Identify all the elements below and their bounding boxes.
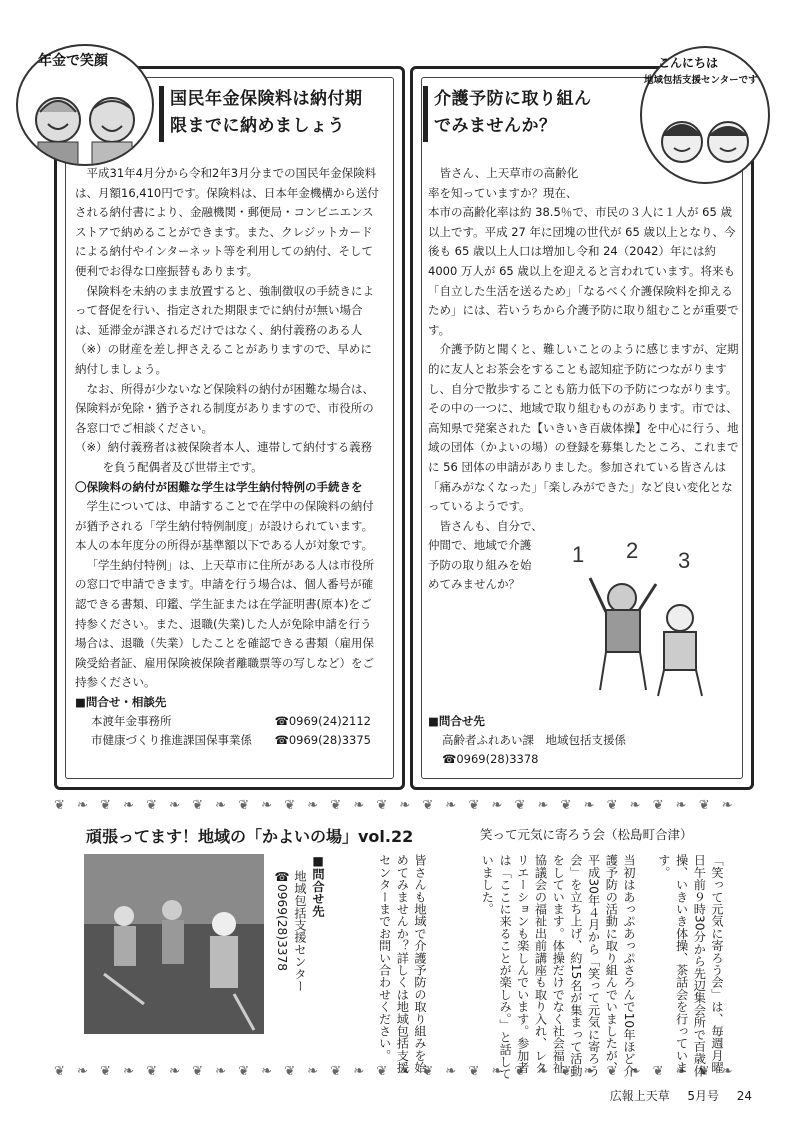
illustration-number: 3	[678, 548, 691, 573]
care-contact-heading: ■問合せ先	[428, 714, 485, 728]
pension-title-line1: 国民年金保険料は納付期	[170, 89, 363, 109]
illustration-number: 1	[572, 542, 585, 567]
exercise-group-photo	[84, 854, 264, 1034]
care-closing-line: 仲間で、地域で介護	[428, 538, 532, 553]
kayoi-column: 「笑って元気に寄ろう会」は、毎週月曜日午前９時30分から先辺集会所で百歳体操、いきいき体操、茶話会を行っています。	[656, 854, 724, 1077]
contact-name: 市健康づくり推進課国保事業係	[91, 733, 252, 748]
care-title-bar	[423, 86, 428, 142]
kayoi-column: 当初はあっぷあっぷさろんで10年ほど介護予防の活動に取り組んでいましたが、平成30年４月から「笑って元気に寄ろう会」を立ち上げ、約15名が集まって活動をしています。体操だけでなく社会福祉協議会の福祉出前講座も取り入れ、レクリエーションも楽しんでいます。参加者は「ここに来ることが楽しみ。」と話していました。	[480, 854, 636, 1080]
exercise-illustration	[560, 540, 720, 700]
pension-title-line2: 限までに納めましょう	[170, 116, 345, 136]
pension-contact-block	[75, 693, 381, 750]
decorative-vine-bottom: ❦ ❧ ❦ ❧ ❦ ❧ ❦ ❧ ❦ ❧ ❦ ❧ ❦ ❧ ❦ ❧ ❦ ❧ ❦ ❧ ❦ ❧ ❦ ❧ ❦ ❧ ❦ ❧ ❦ ❧	[54, 1064, 737, 1079]
care-paragraph: 介護予防と聞くと、難しいことのように感じますが、定期的に友人とお茶会をすることも認知症予防につながりますし、自分で散歩することも筋力低下の予防につながります。その中の一つに、地域で取り組むものがあります。市では、高知県で発案された【いきいき百歳体操】を中心に行う、地域の団体（かよいの場）の登録を募集したところ、これまでに 56 団体の申請がありました。参加されている皆さんは「痛みがなくなった」「楽しみができた」など良い変化となっているようです。	[428, 342, 739, 514]
pension-paragraph: 平成31年4月分から令和2年3月分までの国民年金保険料は、月額16,410円です。保険料は、日本年金機構から送付される納付書により、金融機関・郵便局・コンビニエンスストアで納めることができます。また、クレジットカードによる納付やインターネット等を利用しての納付、そして便利でお得な口座振替もあります。	[75, 166, 379, 278]
pension-contact-row	[75, 712, 381, 731]
kayoi-contact-heading: ■問合せ先	[311, 854, 325, 917]
care-article-title	[434, 86, 592, 140]
contact-name: 本渡年金事務所	[91, 714, 172, 729]
pension-paragraph: 保険料を未納のまま放置すると、強制徴収の手続きによって督促を行い、指定された期限までに納付が無い場合は、延滞金が課されるだけではなく、納付義務のある人（※）の財産を差し押さえることがありますので、早めに納付しましょう。	[75, 283, 374, 376]
pension-paragraph: なお、所得が少ないなど保険料の納付が困難な場合は、保険料が免除・猶予される制度がありますので、市役所の各窓口でご相談ください。	[75, 381, 374, 435]
care-contact-name: 高齢者ふれあい課 地域包括支援係	[442, 733, 626, 747]
care-paragraph: 本市の高齢化率は約 38.5％で、市民の３人に１人が 65 歳以上です。平成 27 年に団塊の世代が 65 歳以上となり、今後も 65 歳以上人口は増加し令和 24（2042）年には約 4000 万人が 65 歳以上を迎えると言われています。将来も「自立した生活を送るため」「なるべく介護保険料を抑えるため」には、若いうちから介護予防に取り組むことが重要です。	[428, 205, 739, 337]
student-paragraph: 学生については、申請することで在学中の保険料の納付が猶予される「学生納付特例制度」が設けられています。本人の本年度分の所得が基準額以下である人が対象です。	[75, 499, 374, 553]
footer-page-number: 24	[736, 1089, 752, 1103]
footer-publication: 広報上天草	[609, 1089, 670, 1103]
care-contact-tel: ☎0969(28)3378	[442, 752, 539, 766]
decorative-vine-top: ❦ ❧ ❦ ❧ ❦ ❧ ❦ ❧ ❦ ❧ ❦ ❧ ❦ ❧ ❦ ❧ ❦ ❧ ❦ ❧ ❦ ❧ ❦ ❧ ❦ ❧ ❦ ❧ ❦ ❧	[54, 798, 737, 813]
pension-contact-row	[75, 731, 381, 750]
care-title-line1: 介護予防に取り組ん	[434, 89, 592, 109]
care-badge-line1: こんにちは	[658, 56, 719, 70]
pension-article-title	[170, 86, 363, 140]
care-intro-line: 率を知っていますか？現在、	[428, 185, 578, 200]
care-contact-block	[428, 712, 728, 769]
contact-tel: ☎0969(24)2112	[274, 714, 371, 729]
pension-title-bar	[159, 86, 164, 142]
student-paragraph: 「学生納付特例」は、上天草市に住所がある人は市役所の窓口で申請できます。申請を行う場合は、個人番号が確認できる書類、印鑑、学生証または在学証明書(原本)をご持参ください。また、退職(失業)した人が免除申請を行う場合は、退職（失業）したことを確認できる書類（雇用保険受給者証、雇用保険被保険者離職票等の写しなど）をご持参ください。	[75, 557, 374, 690]
footer-issue: 5月号	[687, 1089, 720, 1103]
kayoi-contact-name: 地域包括支援センター	[293, 870, 307, 992]
pension-article-body	[75, 164, 381, 750]
kayoi-article-title: 頑張ってます！地域の「かよいの場」vol.22	[86, 827, 414, 846]
care-closing-line: 予防の取り組みを始	[428, 557, 532, 572]
pension-badge-text: 年金で笑顔	[38, 53, 108, 69]
illustration-number: 2	[626, 540, 639, 563]
pension-contact-heading: ■問合せ・相談先	[75, 695, 167, 710]
contact-tel: ☎0969(28)3375	[274, 733, 371, 748]
student-heading: 〇保険料の納付が困難な学生は学生納付特例の手続きを	[75, 479, 363, 494]
care-closing	[428, 517, 568, 595]
kayoi-photo	[84, 854, 264, 1034]
care-intro-line: 皆さん、上天草市の高齢化	[439, 166, 579, 180]
care-badge-line2: 地域包括支援センターです	[644, 75, 758, 86]
pension-note: （※）納付義務者は被保険者本人、連帯して納付する義務を負う配偶者及び世帯主です。	[75, 440, 373, 474]
page-footer	[610, 1087, 752, 1104]
kayoi-column: 皆さんも地域で介護予防の取り組みを始めてみませんか？詳しくは地域包括支援センターまでお問い合わせください。	[377, 854, 427, 1074]
care-closing-line: 皆さんも、自分で、	[439, 518, 543, 533]
care-closing-line: めてみませんか？	[428, 577, 520, 592]
kayoi-article-subtitle: 笑って元気に寄ろう会（松島町合津）	[480, 827, 693, 842]
care-title-line2: でみませんか？	[434, 116, 557, 136]
kayoi-contact-tel: ☎0969(28)3378	[275, 870, 289, 972]
care-article-body	[428, 164, 742, 595]
